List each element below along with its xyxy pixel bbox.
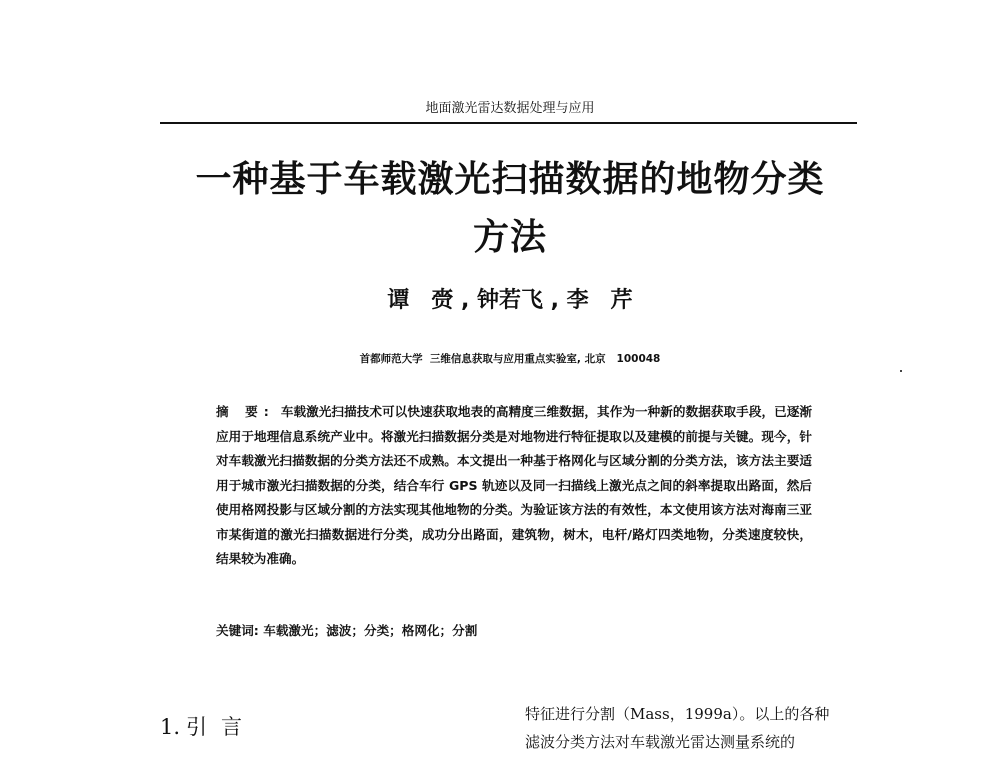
abstract bbox=[216, 400, 812, 572]
title-line-2: 方法 bbox=[472, 216, 547, 258]
abstract-label: 摘 要: bbox=[216, 404, 275, 419]
keywords-text: 车载激光；滤波；分类；格网化；分割 bbox=[263, 623, 478, 638]
section-heading bbox=[160, 712, 256, 742]
scan-speck bbox=[900, 370, 902, 372]
affiliation: 首都师范大学 三维信息获取与应用重点实验室, 北京 100048 bbox=[359, 353, 661, 365]
body-column bbox=[525, 700, 855, 756]
paper-title bbox=[140, 150, 880, 266]
section-number: 1. bbox=[160, 715, 181, 739]
title-line-1: 一种基于车载激光扫描数据的地物分类 bbox=[195, 158, 825, 200]
body-text-line: 滤波分类方法对车载激光雷达测量系统的 bbox=[525, 733, 796, 751]
header-rule bbox=[160, 122, 857, 124]
keywords bbox=[216, 620, 812, 642]
body-text-line: 特征进行分割（Mass，1999a）。以上的各种 bbox=[525, 705, 830, 723]
author-list: 谭 赍 , 钟若飞 , 李 芹 bbox=[387, 288, 633, 313]
abstract-text: 车载激光扫描技术可以快速获取地表的高精度三维数据，其作为一种新的数据获取手段，已逐渐应用于地理信息系统产业中。将激光扫描数据分类是对地物进行特征提取以及建模的前提与关键。现今，针对车载激光扫描数据的分类方法还不成熟。本文提出一种基于格网化与区域分割的分类方法，该方法主要适用于城市激光扫描数据的分类，结合车行 GPS 轨迹以及同一扫描线上激光点之间的斜率提取出路面，然后使用格网投影与区域分割的方法实现其他地物的分类。为验证该方法的有效性，本文使用该方法对海南三亚市某街道的激光扫描数据进行分类，成功分出路面，建筑物，树木，电杆/路灯四类地物，分类速度较快，结果较为准确。 bbox=[216, 404, 813, 566]
keywords-label: 关键词: bbox=[216, 623, 259, 638]
running-header: 地面激光雷达数据处理与应用 bbox=[425, 101, 595, 116]
section-title: 引言 bbox=[186, 715, 257, 739]
